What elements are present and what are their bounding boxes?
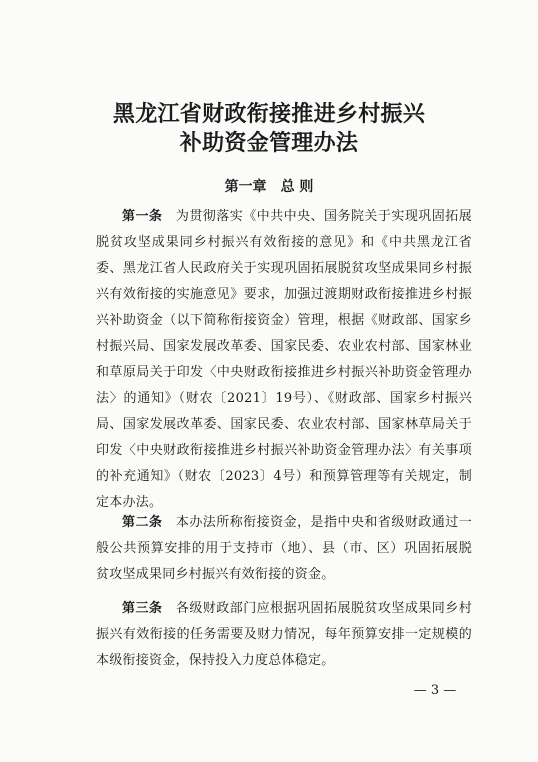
article-3 <box>96 596 472 674</box>
page-number: — 3 — <box>413 683 457 698</box>
chapter-number: 第一章 <box>224 179 267 195</box>
article-2-text: 本办法所称衔接资金，是指中央和省级财政通过一般公共预算安排的用于支持市（地）、县（市、区）巩固拓展脱贫攻坚成果同乡村振兴有效衔接的资金。 <box>96 515 472 582</box>
document-title-line-1: 黑龙江省财政衔接推进乡村振兴 <box>112 101 426 127</box>
article-3-text: 各级财政部门应根据巩固拓展脱贫攻坚成果同乡村振兴有效衔接的任务需要及财力情况，每年预算安排一定规模的本级衔接资金，保持投入力度总体稳定。 <box>96 601 472 668</box>
article-2 <box>96 510 472 588</box>
document-title-line-2: 补助资金管理办法 <box>179 130 359 156</box>
chapter-heading <box>0 178 538 196</box>
article-1 <box>96 204 472 516</box>
article-1-text: 为贯彻落实《中共中央、国务院关于实现巩固拓展脱贫攻坚成果同乡村振兴有效衔接的意见》和《中共黑龙江省委、黑龙江省人民政府关于实现巩固拓展脱贫攻坚成果同乡村振兴有效衔接的实施意见》要求，加强过渡期财政衔接推进乡村振兴补助资金（以下简称衔接资金）管理，根据《财政部、国家乡村振兴局、国家发展改革委、国家民委、农业农村部、国家林业和草原局关于印发〈中央财政衔接推进乡村振兴补助资金管理办法〉的通知》（财农〔2021〕19号）、《财政部、国家乡村振兴局、国家发展改革委、国家民委、农业农村部、国家林草局关于印发〈中央财政衔接推进乡村振兴补助资金管理办法〉有关事项的补充通知》（财农〔2023〕4号）和预算管理等有关规定，制定本办法。 <box>96 209 472 510</box>
article-1-number: 第一条 <box>122 209 163 224</box>
article-2-number: 第二条 <box>122 515 163 530</box>
chapter-name: 总 则 <box>280 179 314 195</box>
article-3-number: 第三条 <box>122 601 163 616</box>
